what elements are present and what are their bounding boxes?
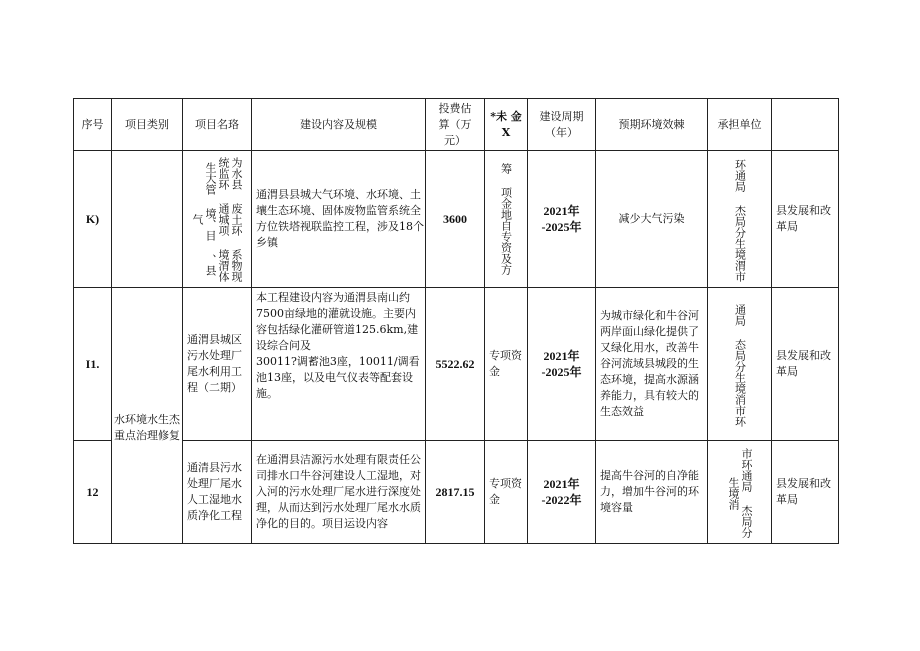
- row2-fund: 专项资金: [489, 349, 522, 378]
- row2-unit: 通局 态局分生境消市环: [733, 304, 747, 427]
- header-name: 项目名珞: [195, 117, 239, 131]
- row1-invest: 3600: [443, 212, 467, 226]
- row1-period: 2021年 -2025年: [541, 204, 582, 234]
- row3-fund: 专项资金: [489, 477, 522, 506]
- row3-content: 在通渭县洁源污水处理有限责任公司排水口牛谷河建设人工湿地，对入河的污水处理厂尾水进行深度处理，从而达到污水处理厂尾水水质净化的目的。项目运设内容: [256, 453, 421, 530]
- row2-seq: I1.: [85, 357, 100, 371]
- col-line-8: [707, 98, 708, 544]
- row3-name: 通清县污水处理厂尾水人工湿地水质净化工程: [187, 461, 242, 522]
- row3-period: 2021年 -2022年: [541, 477, 582, 507]
- header-content: 建设内容及规模: [300, 117, 377, 131]
- row1-effect: 减少大气污染: [618, 212, 685, 225]
- header-unit: 承担单位: [717, 117, 762, 131]
- row2-unit2: 县发展和改革局: [776, 349, 831, 378]
- row3-seq: 12: [86, 485, 99, 499]
- header-seq: 序号: [81, 117, 104, 131]
- row1-unit2: 县发展和改革局: [776, 204, 831, 233]
- row1-name: 为水县 废土环 系物现 统监环 通城项 境渭体 生大管 境、目 、县 气: [191, 156, 243, 282]
- header-effect: 预期环境效棘: [618, 117, 685, 131]
- row1-fund: 筹 项金地自专资及方: [499, 163, 513, 275]
- row2-content: 本工程建设内容为通渭县南山约7500亩绿地的灌就设施。主要内容包括绿化灌研管道125.6km,建设综合问及 30011?调蓄池3座，10011/调看池13座，以及电气仪表等配套设施。: [256, 291, 420, 400]
- row1-seq: K): [85, 212, 100, 226]
- table-border-bottom: [73, 543, 839, 544]
- row2-effect: 为城市绿化和牛谷河两岸面山绿化提供了又绿化用水，改善牛谷河流域县城段的生态环境，提高水源涵养能力，具有较大的生态效益: [600, 309, 699, 418]
- row1-content: 通渭县县城大气环境、水环境、土壤生态环境、固体废物监管系统全方位铁塔视联监控工程，涉及18个乡镇: [256, 188, 424, 249]
- row1-unit: 环通局 杰局分生境渭市: [733, 159, 747, 282]
- row2-category: 水环境水生杰重点治理修复: [114, 413, 180, 442]
- row3-effect: 提高牛谷河的自净能力，增加牛谷河的环境容量: [600, 469, 699, 514]
- header-period: 建设周期 （年）: [539, 109, 584, 139]
- row2-period: 2021年 -2025年: [541, 349, 582, 379]
- col-line-10: [838, 98, 839, 544]
- header-invest: 投费估 算（万 元）: [438, 101, 472, 147]
- project-table: [73, 98, 839, 544]
- row2-invest: 5522.62: [435, 357, 475, 371]
- row2-name: 通渭县城区污水处理厂尾水利用工程（二期）: [187, 333, 242, 394]
- row3-unit2: 县发展和改革局: [776, 477, 831, 506]
- header-category: 项目类别: [125, 117, 169, 131]
- col-line-1: [111, 98, 112, 544]
- row3-unit: 市环通局 杰局分生境消: [727, 448, 753, 538]
- header-fund: *未 金 X: [490, 109, 522, 139]
- row3-invest: 2817.15: [435, 485, 475, 499]
